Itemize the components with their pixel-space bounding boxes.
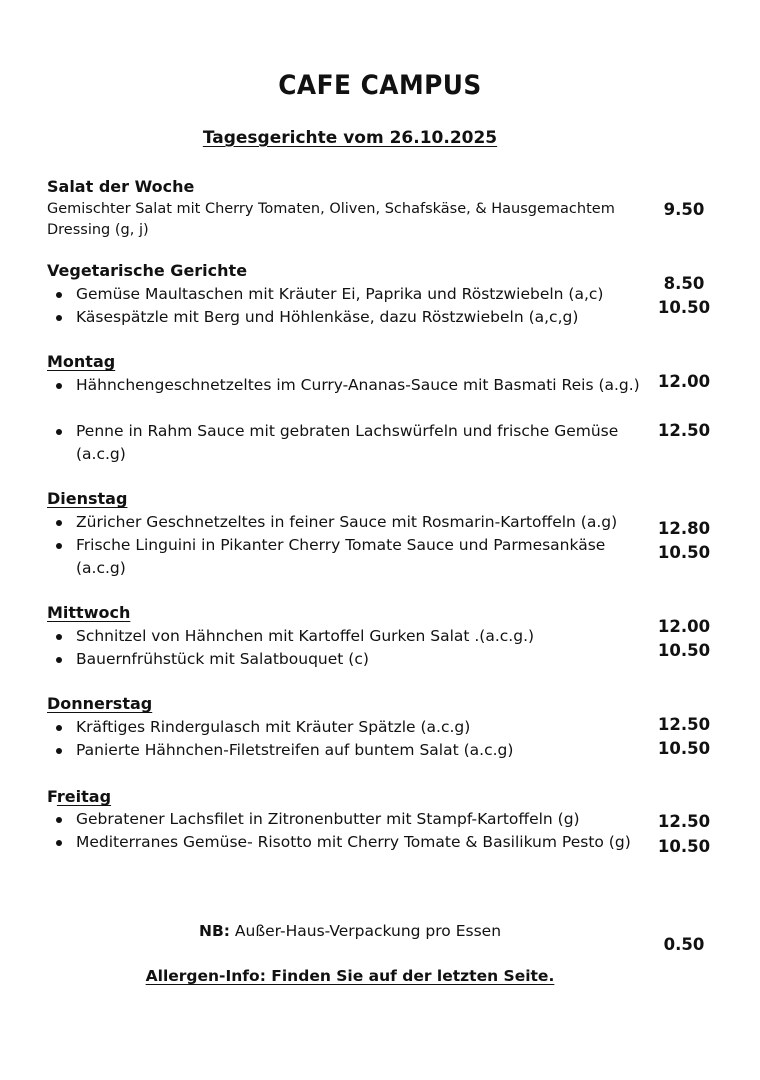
menu-item-price: 10.50	[657, 543, 711, 562]
packaging-note	[0, 922, 700, 940]
menu-item-price: 12.50	[657, 421, 711, 440]
menu-item: Panierte Hähnchen-Filetstreifen auf buntem Salat (a.c.g)	[76, 739, 656, 762]
section-heading-mittwoch: Mittwoch	[47, 603, 131, 622]
menu-item: Mediterranes Gemüse- Risotto mit Cherry Tomate & Basilikum Pesto (g)	[76, 831, 656, 854]
menu-item: Hähnchengeschnetzeltes im Curry-Ananas-Sauce mit Basmati Reis (a.g.)	[76, 374, 656, 397]
menu-item: Frische Linguini in Pikanter Cherry Tomate Sauce und Parmesankäse (a.c.g)	[76, 534, 656, 580]
menu-item: Kräftiges Rindergulasch mit Kräuter Spätzle (a.c.g)	[76, 716, 656, 739]
section-heading-donnerstag: Donnerstag	[47, 694, 153, 713]
menu-item: Schnitzel von Hähnchen mit Kartoffel Gurken Salat .(a.c.g.)	[76, 625, 656, 648]
section-heading-vegetarisch: Vegetarische Gerichte	[47, 261, 248, 280]
menu-item-price: 10.50	[657, 641, 711, 660]
menu-item: Bauernfrühstück mit Salatbouquet (c)	[76, 648, 656, 671]
menu-item-price: 8.50	[663, 274, 705, 293]
menu-item-price: 10.50	[657, 837, 711, 856]
price-packaging: 0.50	[663, 935, 705, 954]
price-salat: 9.50	[663, 200, 705, 219]
menu-item: Käsespätzle mit Berg und Höhlenkäse, dazu Röstzwiebeln (a,c,g)	[76, 306, 656, 329]
allergen-info: Allergen-Info: Finden Sie auf der letzten Seite.	[145, 967, 555, 985]
menu-item-price: 10.50	[657, 739, 711, 758]
note-label: NB:	[198, 922, 230, 940]
note-text: Außer-Haus-Verpackung pro Essen	[229, 922, 502, 940]
menu-item-price: 12.80	[657, 519, 711, 538]
menu-item-price: 12.50	[657, 715, 711, 734]
menu-item: Züricher Geschnetzeltes in feiner Sauce mit Rosmarin-Kartoffeln (a.g)	[76, 511, 656, 534]
menu-item-price: 12.50	[657, 812, 711, 831]
section-heading-dienstag: Dienstag	[47, 489, 128, 508]
page-title: CAFE CAMPUS	[278, 70, 482, 101]
menu-item-price: 12.00	[657, 372, 711, 391]
freitag-heading-rest: reitag	[56, 787, 112, 806]
freitag-heading-initial: F	[47, 787, 57, 806]
menu-item-price: 10.50	[657, 298, 711, 317]
menu-item: Gemüse Maultaschen mit Kräuter Ei, Paprika und Röstzwiebeln (a,c)	[76, 283, 656, 306]
menu-item: Gebratener Lachsfilet in Zitronenbutter mit Stampf-Kartoffeln (g)	[76, 808, 656, 831]
section-heading-freitag	[47, 787, 111, 806]
section-heading-montag: Montag	[47, 352, 116, 371]
menu-date-subtitle: Tagesgerichte vom 26.10.2025	[202, 128, 498, 148]
menu-item-price: 12.00	[657, 617, 711, 636]
salat-description: Gemischter Salat mit Cherry Tomaten, Oliven, Schafskäse, & Hausgemachtem Dressing (g, j)	[47, 201, 615, 238]
section-heading-salat: Salat der Woche	[47, 177, 195, 196]
menu-item: Penne in Rahm Sauce mit gebraten Lachswürfeln und frische Gemüse (a.c.g)	[76, 420, 656, 466]
